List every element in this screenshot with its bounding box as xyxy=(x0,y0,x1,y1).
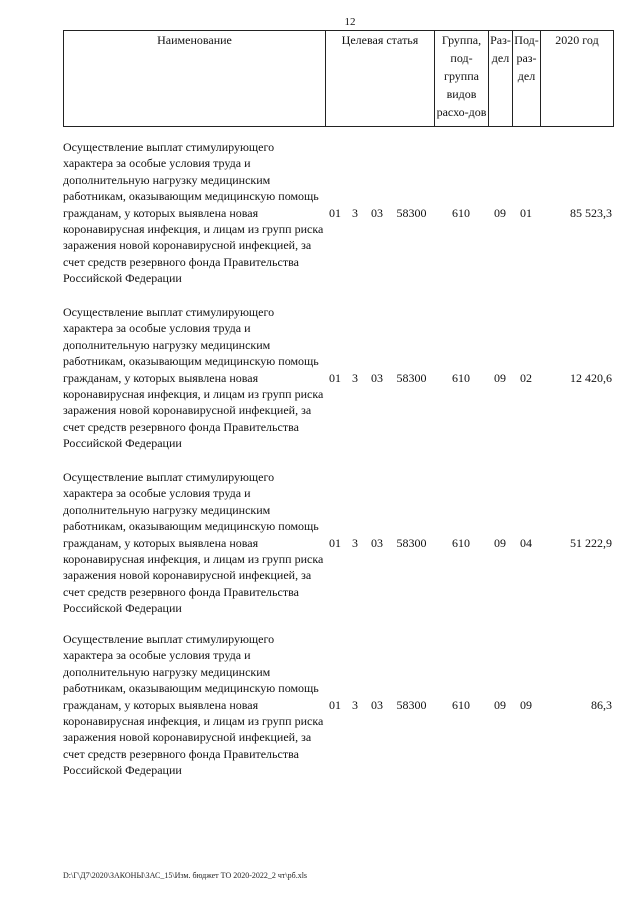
header-year: 2020 год xyxy=(541,31,614,127)
target-code-c: 03 xyxy=(371,536,383,550)
subsection-code: 01 xyxy=(520,206,532,220)
target-code-c: 03 xyxy=(371,698,383,712)
target-code-c: 03 xyxy=(371,371,383,385)
target-code-a: 01 xyxy=(329,536,341,550)
target-code-b: 3 xyxy=(352,536,358,550)
subsection-code: 04 xyxy=(520,536,532,550)
header-group: Группа, под-группа видов расхо-дов xyxy=(435,31,489,127)
target-code-c: 03 xyxy=(371,206,383,220)
target-code-b: 3 xyxy=(352,371,358,385)
group-code: 610 xyxy=(452,698,470,712)
amount-2020: 85 523,3 xyxy=(570,206,612,220)
target-code-b: 3 xyxy=(352,206,358,220)
target-code-d: 58300 xyxy=(396,698,427,712)
section-code: 09 xyxy=(494,371,506,385)
budget-table-header xyxy=(63,30,614,127)
row-name: Осуществление выплат стимулирующего характера за особые условия труда и дополнительную нагрузку медицинским работникам, оказывающим медицинскую помощь гражданам, у которых выявлена новая коронавирусная инфекция, и лицам из групп риска заражения новой коронавирусной инфекцией, за счет средств резервного фонда Правительства Российской Федерации xyxy=(63,305,324,451)
group-code: 610 xyxy=(452,536,470,550)
target-code-d: 58300 xyxy=(396,371,427,385)
row-name: Осуществление выплат стимулирующего характера за особые условия труда и дополнительную нагрузку медицинским работникам, оказывающим медицинскую помощь гражданам, у которых выявлена новая коронавирусная инфекция, и лицам из групп риска заражения новой коронавирусной инфекцией, за счет средств резервного фонда Правительства Российской Федерации xyxy=(63,140,324,286)
header-name: Наименование xyxy=(64,31,326,127)
target-code-d: 58300 xyxy=(396,536,427,550)
row-name: Осуществление выплат стимулирующего характера за особые условия труда и дополнительную нагрузку медицинским работникам, оказывающим медицинскую помощь гражданам, у которых выявлена новая коронавирусная инфекция, и лицам из групп риска заражения новой коронавирусной инфекцией, за счет средств резервного фонда Правительства Российской Федерации xyxy=(63,470,324,616)
header-subsection: Под-раз-дел xyxy=(513,31,541,127)
table-row xyxy=(63,139,613,286)
amount-2020: 12 420,6 xyxy=(570,371,612,385)
group-code: 610 xyxy=(452,206,470,220)
header-section: Раз-дел xyxy=(489,31,513,127)
target-code-a: 01 xyxy=(329,698,341,712)
group-code: 610 xyxy=(452,371,470,385)
header-target: Целевая статья xyxy=(326,31,435,127)
section-code: 09 xyxy=(494,206,506,220)
table-row xyxy=(63,469,613,616)
table-row xyxy=(63,304,613,451)
file-path-footer: D:\Г\Д7\2020\ЗАКОНЫ\ЗАС_15\Изм. бюджет ТО 2020-2022_2 чт\рб.xls xyxy=(63,871,308,880)
target-code-a: 01 xyxy=(329,206,341,220)
amount-2020: 86,3 xyxy=(591,698,612,712)
row-name: Осуществление выплат стимулирующего характера за особые условия труда и дополнительную нагрузку медицинским работникам, оказывающим медицинскую помощь гражданам, у которых выявлена новая коронавирусная инфекция, и лицам из групп риска заражения новой коронавирусной инфекцией, за счет средств резервного фонда Правительства Российской Федерации xyxy=(63,632,324,778)
target-code-d: 58300 xyxy=(396,206,427,220)
subsection-code: 09 xyxy=(520,698,532,712)
amount-2020: 51 222,9 xyxy=(570,536,612,550)
page-number: 12 xyxy=(344,16,356,28)
target-code-a: 01 xyxy=(329,371,341,385)
subsection-code: 02 xyxy=(520,371,532,385)
section-code: 09 xyxy=(494,536,506,550)
table-row xyxy=(63,631,613,778)
target-code-b: 3 xyxy=(352,698,358,712)
section-code: 09 xyxy=(494,698,506,712)
